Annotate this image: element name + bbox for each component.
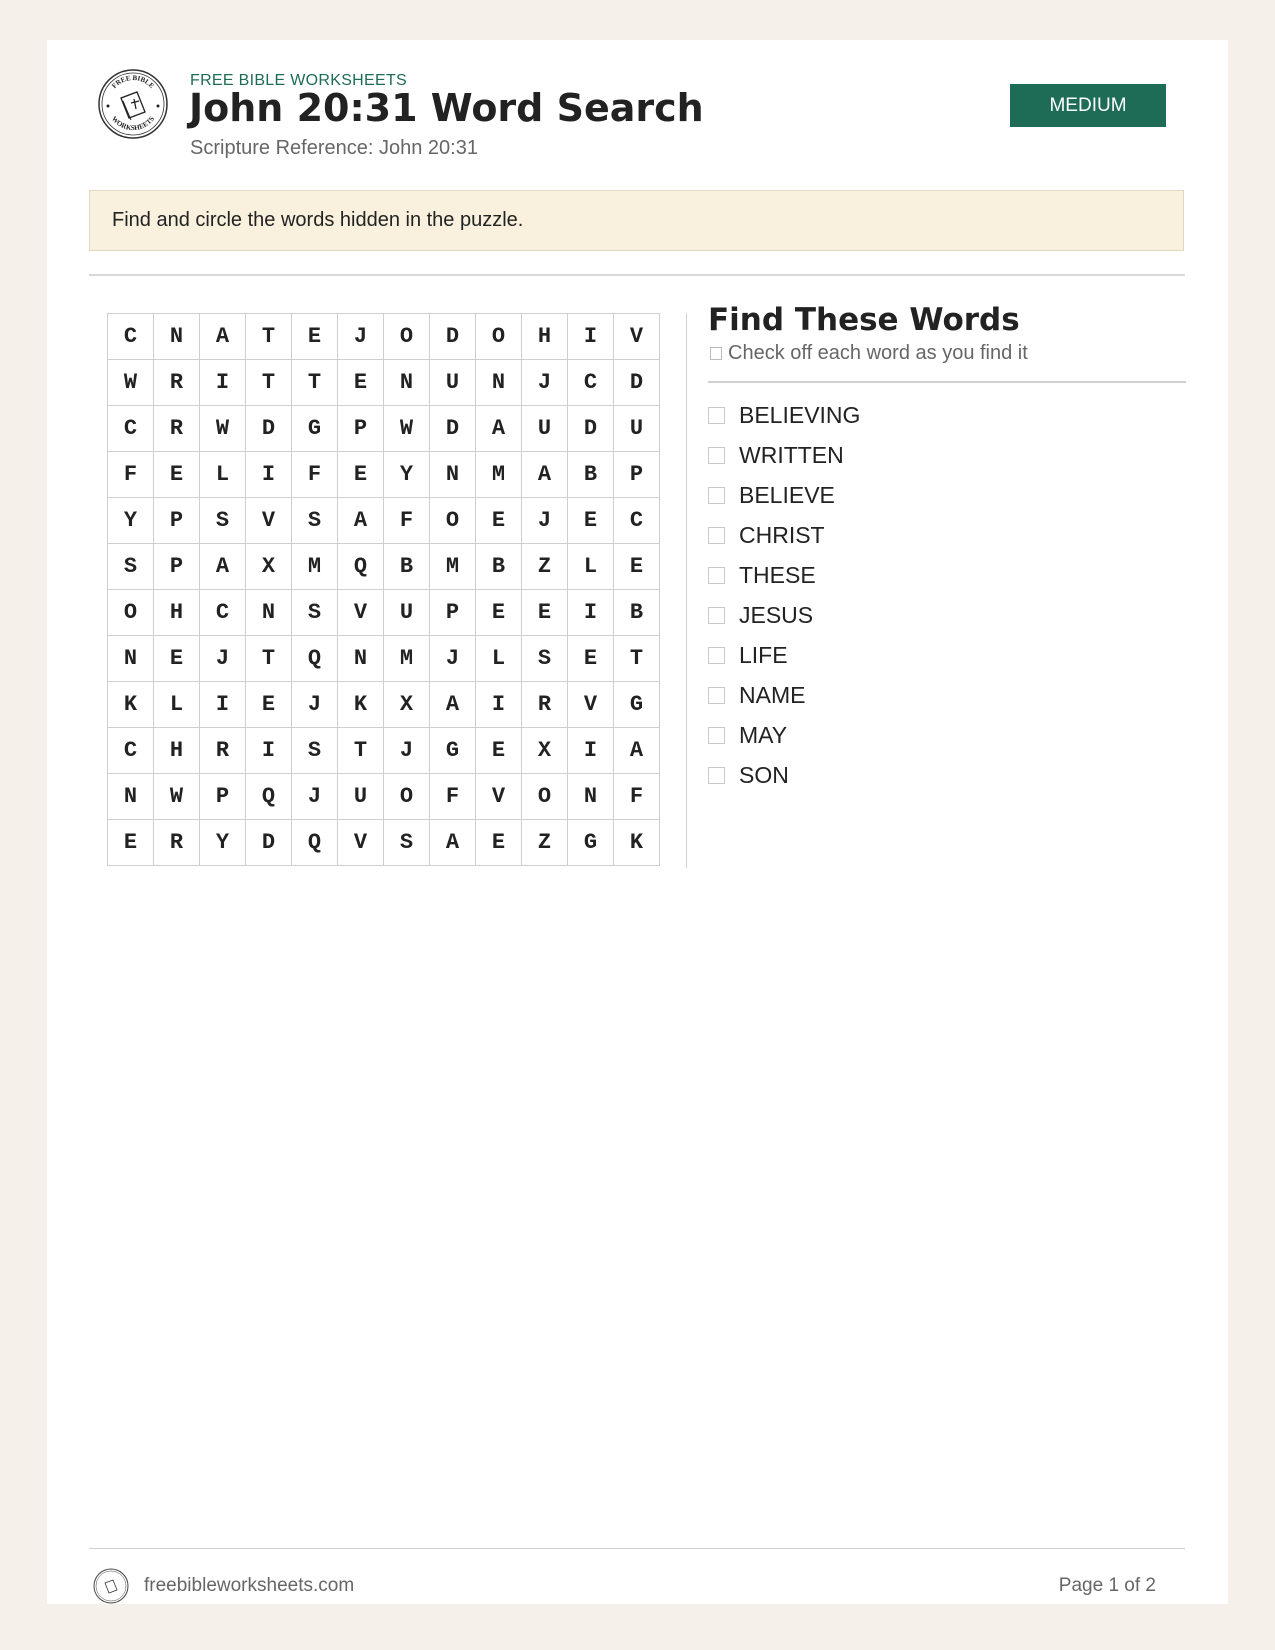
grid-cell[interactable]: O [384, 314, 430, 360]
grid-cell[interactable]: A [476, 406, 522, 452]
grid-cell[interactable]: X [384, 682, 430, 728]
grid-cell[interactable]: E [338, 360, 384, 406]
grid-cell[interactable]: Y [384, 452, 430, 498]
word-item[interactable] [708, 555, 1186, 595]
grid-cell[interactable]: R [154, 406, 200, 452]
word-item[interactable] [708, 595, 1186, 635]
grid-cell[interactable]: D [246, 820, 292, 866]
word-checkbox[interactable] [708, 687, 725, 704]
page-number: Page 1 of 2 [1058, 1575, 1156, 1596]
grid-cell[interactable]: S [292, 498, 338, 544]
grid-cell[interactable]: P [154, 544, 200, 590]
word-item[interactable] [708, 435, 1186, 475]
grid-cell[interactable]: L [568, 544, 614, 590]
grid-cell[interactable]: T [246, 360, 292, 406]
grid-cell[interactable]: C [108, 406, 154, 452]
grid-cell[interactable]: N [338, 636, 384, 682]
word-label: BELIEVE [739, 481, 835, 508]
grid-cell[interactable]: D [614, 360, 660, 406]
word-item[interactable] [708, 715, 1186, 755]
grid-cell[interactable]: N [568, 774, 614, 820]
grid-cell[interactable]: D [568, 406, 614, 452]
grid-cell[interactable]: G [568, 820, 614, 866]
checkbox-icon [710, 347, 722, 360]
grid-cell[interactable]: S [108, 544, 154, 590]
grid-cell[interactable]: I [568, 314, 614, 360]
grid-cell[interactable]: A [614, 728, 660, 774]
grid-row [108, 314, 660, 360]
grid-cell[interactable]: Q [338, 544, 384, 590]
grid-cell[interactable]: T [246, 636, 292, 682]
grid-cell[interactable]: V [568, 682, 614, 728]
hint-text: Check off each word as you find it [728, 342, 1028, 364]
grid-cell[interactable]: V [246, 498, 292, 544]
grid-cell[interactable]: S [292, 590, 338, 636]
grid-cell[interactable]: R [522, 682, 568, 728]
grid-cell[interactable]: B [614, 590, 660, 636]
grid-cell[interactable]: G [430, 728, 476, 774]
grid-cell[interactable]: R [200, 728, 246, 774]
grid-cell[interactable]: E [476, 820, 522, 866]
grid-cell[interactable]: T [614, 636, 660, 682]
grid-cell[interactable]: A [522, 452, 568, 498]
grid-cell[interactable]: B [476, 544, 522, 590]
grid-cell[interactable]: I [200, 360, 246, 406]
grid-cell[interactable]: M [384, 636, 430, 682]
grid-cell[interactable]: Q [246, 774, 292, 820]
word-item[interactable] [708, 515, 1186, 555]
word-checkbox[interactable] [708, 767, 725, 784]
grid-cell[interactable]: Z [522, 820, 568, 866]
grid-cell[interactable]: I [200, 682, 246, 728]
word-label: LIFE [739, 641, 788, 668]
grid-cell[interactable]: E [522, 590, 568, 636]
grid-cell[interactable]: O [384, 774, 430, 820]
page-title: John 20:31 Word Search [189, 86, 704, 130]
grid-cell[interactable]: U [430, 360, 476, 406]
grid-cell[interactable]: U [614, 406, 660, 452]
grid-cell[interactable]: L [476, 636, 522, 682]
grid-cell[interactable]: S [292, 728, 338, 774]
difficulty-badge: MEDIUM [1010, 84, 1166, 127]
grid-cell[interactable]: E [476, 590, 522, 636]
scripture-reference: Scripture Reference: John 20:31 [190, 137, 478, 159]
logo-bottom-text: WORKSHEETS [109, 114, 157, 133]
grid-cell[interactable]: F [108, 452, 154, 498]
grid-cell[interactable]: T [246, 314, 292, 360]
word-list-panel [708, 298, 1186, 795]
header [47, 40, 1228, 180]
grid-cell[interactable]: T [292, 360, 338, 406]
brand-name: FREE BIBLE WORKSHEETS [190, 72, 408, 89]
grid-cell[interactable]: J [338, 314, 384, 360]
grid-cell[interactable]: B [384, 544, 430, 590]
grid-cell[interactable]: E [476, 728, 522, 774]
grid-cell[interactable]: J [522, 360, 568, 406]
grid-cell[interactable]: D [430, 406, 476, 452]
grid-cell[interactable]: E [614, 544, 660, 590]
logo-seal [97, 68, 169, 140]
grid-cell[interactable]: W [384, 406, 430, 452]
grid-cell[interactable]: U [338, 774, 384, 820]
grid-cell[interactable]: G [614, 682, 660, 728]
grid-cell[interactable]: Q [292, 636, 338, 682]
grid-cell[interactable]: A [200, 544, 246, 590]
word-label: WRITTEN [739, 441, 844, 468]
word-item[interactable] [708, 475, 1186, 515]
word-item[interactable] [708, 675, 1186, 715]
grid-cell[interactable]: H [522, 314, 568, 360]
word-checkbox[interactable] [708, 487, 725, 504]
grid-cell[interactable]: E [476, 498, 522, 544]
word-label: CHRIST [739, 521, 825, 548]
grid-cell[interactable]: N [246, 590, 292, 636]
grid-cell[interactable]: W [108, 360, 154, 406]
grid-cell[interactable]: J [522, 498, 568, 544]
word-item[interactable] [708, 395, 1186, 435]
grid-row [108, 498, 660, 544]
grid-cell[interactable]: C [200, 590, 246, 636]
word-checkbox[interactable] [708, 607, 725, 624]
word-checkbox[interactable] [708, 727, 725, 744]
grid-cell[interactable]: I [246, 452, 292, 498]
grid-cell[interactable]: Q [292, 820, 338, 866]
word-checkbox[interactable] [708, 447, 725, 464]
word-checkbox[interactable] [708, 567, 725, 584]
grid-row [108, 636, 660, 682]
grid-cell[interactable]: E [246, 682, 292, 728]
grid-cell[interactable]: E [154, 636, 200, 682]
grid-cell[interactable]: O [108, 590, 154, 636]
grid-cell[interactable]: C [614, 498, 660, 544]
word-label: SON [739, 761, 789, 788]
grid-cell[interactable]: F [384, 498, 430, 544]
grid-cell[interactable]: N [476, 360, 522, 406]
grid-cell[interactable]: S [522, 636, 568, 682]
word-checkbox[interactable] [708, 647, 725, 664]
grid-cell[interactable]: O [476, 314, 522, 360]
grid-cell[interactable]: M [430, 544, 476, 590]
grid-cell[interactable]: M [292, 544, 338, 590]
grid-cell[interactable]: O [430, 498, 476, 544]
grid-row [108, 590, 660, 636]
grid-cell[interactable]: N [430, 452, 476, 498]
grid-cell[interactable]: J [384, 728, 430, 774]
grid-cell[interactable]: A [430, 682, 476, 728]
grid-row [108, 682, 660, 728]
grid-cell[interactable]: V [476, 774, 522, 820]
grid-cell[interactable]: A [430, 820, 476, 866]
grid-cell[interactable]: R [154, 360, 200, 406]
grid-cell[interactable]: F [292, 452, 338, 498]
grid-cell[interactable]: A [338, 498, 384, 544]
vertical-divider [686, 313, 687, 868]
grid-cell[interactable]: H [154, 590, 200, 636]
grid-cell[interactable]: I [568, 590, 614, 636]
grid-cell[interactable]: N [154, 314, 200, 360]
grid-cell[interactable]: X [246, 544, 292, 590]
grid-cell[interactable]: E [108, 820, 154, 866]
word-item[interactable] [708, 635, 1186, 675]
grid-row [108, 820, 660, 866]
word-list-title: Find These Words [708, 302, 1020, 338]
footer-divider [89, 1548, 1185, 1549]
grid-cell[interactable]: F [614, 774, 660, 820]
grid-cell[interactable]: L [200, 452, 246, 498]
puzzle-grid-container [107, 313, 660, 866]
word-list-hint [708, 342, 1186, 365]
grid-cell[interactable]: E [568, 636, 614, 682]
grid-cell[interactable]: N [108, 774, 154, 820]
grid-cell[interactable]: E [338, 452, 384, 498]
grid-cell[interactable]: J [292, 774, 338, 820]
grid-cell[interactable]: D [430, 314, 476, 360]
grid-cell[interactable]: C [568, 360, 614, 406]
word-label: JESUS [739, 601, 814, 628]
grid-cell[interactable]: I [568, 728, 614, 774]
word-label: NAME [739, 681, 806, 708]
grid-cell[interactable]: X [522, 728, 568, 774]
grid-cell[interactable]: N [384, 360, 430, 406]
grid-cell[interactable]: E [568, 498, 614, 544]
grid-cell[interactable]: A [200, 314, 246, 360]
grid-cell[interactable]: I [246, 728, 292, 774]
grid-cell[interactable]: G [292, 406, 338, 452]
grid-cell[interactable]: U [522, 406, 568, 452]
grid-cell[interactable]: O [522, 774, 568, 820]
grid-cell[interactable]: K [108, 682, 154, 728]
grid-row [108, 360, 660, 406]
word-label: MAY [739, 721, 788, 748]
grid-cell[interactable]: F [430, 774, 476, 820]
grid-cell[interactable]: P [614, 452, 660, 498]
grid-cell[interactable]: L [154, 682, 200, 728]
grid-cell[interactable]: V [338, 590, 384, 636]
grid-cell[interactable]: C [108, 728, 154, 774]
divider [89, 274, 1185, 276]
grid-cell[interactable]: N [108, 636, 154, 682]
grid-cell[interactable]: S [384, 820, 430, 866]
word-checkbox[interactable] [708, 407, 725, 424]
grid-cell[interactable]: E [154, 452, 200, 498]
grid-cell[interactable]: P [154, 498, 200, 544]
word-item[interactable] [708, 755, 1186, 795]
grid-cell[interactable]: W [200, 406, 246, 452]
grid-cell[interactable]: D [246, 406, 292, 452]
grid-cell[interactable]: P [430, 590, 476, 636]
grid-cell[interactable]: U [384, 590, 430, 636]
grid-cell[interactable]: Y [108, 498, 154, 544]
instructions-box: Find and circle the words hidden in the puzzle. [89, 190, 1184, 251]
logo-top-text: FREE BIBLE [110, 73, 156, 91]
grid-cell[interactable]: K [338, 682, 384, 728]
grid-cell[interactable]: T [338, 728, 384, 774]
grid-cell[interactable]: I [476, 682, 522, 728]
grid-row [108, 728, 660, 774]
grid-cell[interactable]: B [568, 452, 614, 498]
grid-cell[interactable]: J [430, 636, 476, 682]
grid-cell[interactable]: J [292, 682, 338, 728]
divider [708, 381, 1186, 383]
word-label: BELIEVING [739, 401, 861, 428]
grid-cell[interactable]: M [476, 452, 522, 498]
worksheet-page [47, 40, 1228, 1604]
grid-cell[interactable]: P [200, 774, 246, 820]
grid-cell[interactable]: C [108, 314, 154, 360]
grid-cell[interactable]: J [200, 636, 246, 682]
footer-logo [92, 1567, 130, 1605]
puzzle-grid [107, 313, 660, 866]
grid-cell[interactable]: V [338, 820, 384, 866]
grid-cell[interactable]: S [200, 498, 246, 544]
grid-cell[interactable]: K [614, 820, 660, 866]
grid-row [108, 452, 660, 498]
grid-cell[interactable]: E [292, 314, 338, 360]
grid-cell[interactable]: V [614, 314, 660, 360]
grid-row [108, 774, 660, 820]
word-label: THESE [739, 561, 816, 588]
grid-cell[interactable]: W [154, 774, 200, 820]
grid-cell[interactable]: Z [522, 544, 568, 590]
grid-row [108, 544, 660, 590]
grid-row [108, 406, 660, 452]
grid-cell[interactable]: P [338, 406, 384, 452]
grid-cell[interactable]: Y [200, 820, 246, 866]
grid-cell[interactable]: H [154, 728, 200, 774]
word-list [708, 395, 1186, 795]
grid-cell[interactable]: R [154, 820, 200, 866]
footer-site: freebibleworksheets.com [144, 1575, 355, 1596]
word-checkbox[interactable] [708, 527, 725, 544]
